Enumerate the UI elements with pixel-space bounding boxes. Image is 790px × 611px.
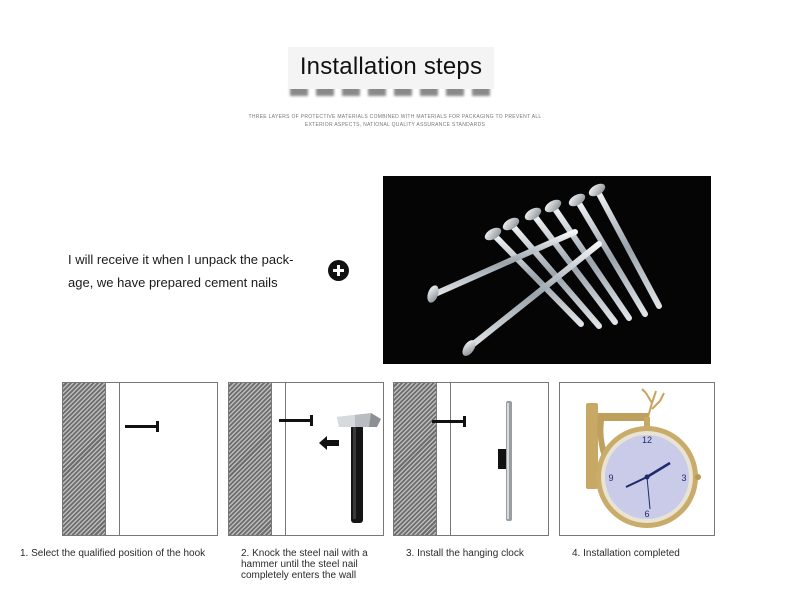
cement-nails-photo [383,176,711,364]
subtitle-line-2: EXTERIOR ASPECTS, NATIONAL QUALITY ASSURANCE STANDARDS [304,122,486,128]
step-2-caption [241,548,391,581]
step-2-caption-line-2: hammer until the steel nail [241,559,358,570]
step-4-panel [559,382,715,536]
wall-clock-icon [560,383,714,535]
wall-clock-icon [498,401,512,521]
nail-icon [432,416,466,427]
step-2-caption-line-1: 2. Knock the steel nail with a [241,548,368,559]
clock-numeral-3: 3 [681,473,687,483]
arrow-left-icon [319,436,339,450]
clock-numeral-6: 6 [644,509,650,519]
plus-circle-icon [328,260,349,281]
page-title: Installation steps [288,47,494,89]
step-4-caption: 4. Installation completed [572,548,680,559]
clock-numeral-12: 12 [641,435,653,445]
step-1-caption: 1. Select the qualified position of the hook [20,548,206,559]
step-2-drawing [229,383,383,535]
step-3-panel [393,382,549,536]
step-3-caption: 3. Install the hanging clock [406,548,524,559]
step-2-caption-line-3: completely enters the wall [241,570,357,581]
subtitle-line-1: THREE LAYERS OF PROTECTIVE MATERIALS COMBINED WITH MATERIALS FOR PACKAGING TO PREVENT ALL [248,114,542,120]
nail-icon [483,225,581,324]
intro-text [68,248,318,294]
nail-icon [523,205,615,322]
step-1-panel [62,382,218,536]
nail-icon [63,383,217,535]
nail-icon [279,415,313,426]
intro-line-1: I will receive it when I unpack the pack- [68,252,294,267]
hammer-icon [337,413,381,523]
clock-numeral-9: 9 [608,473,614,483]
step-3-drawing [394,383,548,535]
nails-illustration [383,176,711,364]
intro-line-2: age, we have prepared cement nails [68,275,278,290]
step-2-panel [228,382,384,536]
